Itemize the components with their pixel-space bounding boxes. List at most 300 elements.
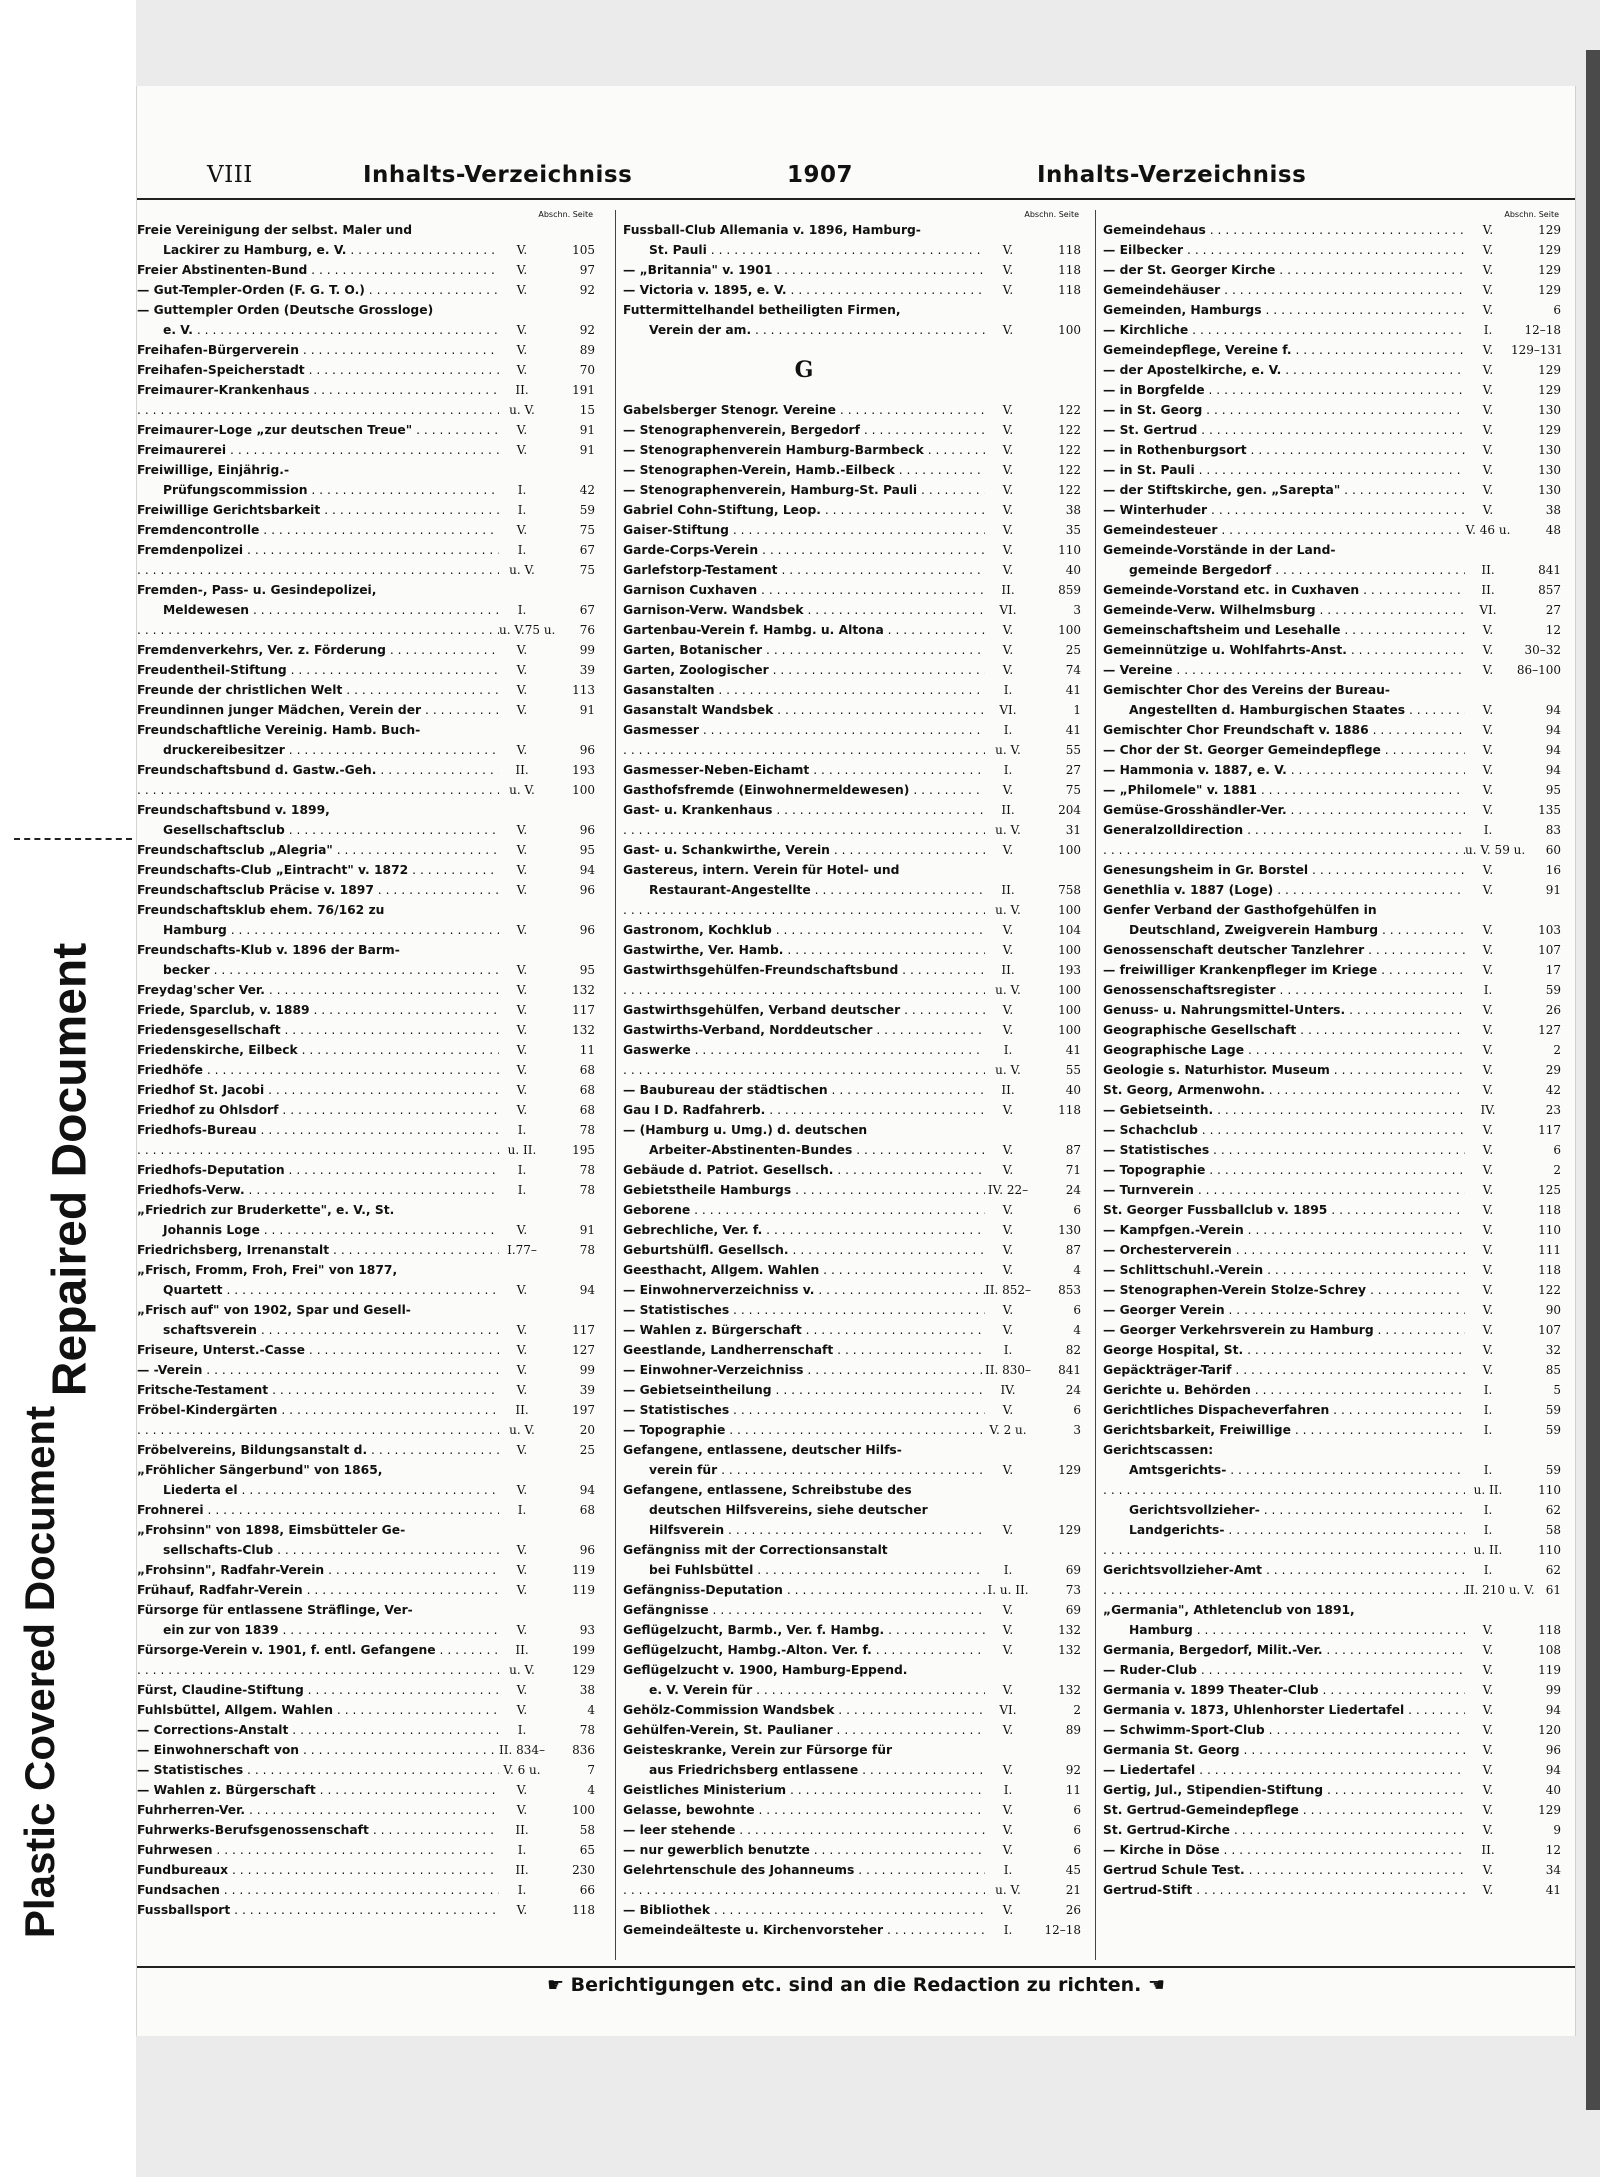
entry-section: I.: [517, 1183, 527, 1197]
entry-section: V.: [1482, 783, 1494, 797]
entry-page: [545, 1460, 597, 1480]
entry-page: 40: [1065, 563, 1081, 577]
index-entry: [1103, 1240, 1563, 1260]
entry-page: [1031, 1740, 1083, 1760]
entry-section: V.: [1482, 743, 1494, 757]
entry-page: 42: [579, 483, 595, 497]
entry-section: V.: [1482, 1263, 1494, 1277]
entry-section: V.: [1482, 483, 1494, 497]
index-entry: [623, 1300, 1083, 1320]
entry-name: Friedhofs-Bureau . . .: [137, 1120, 499, 1140]
entry-page: 117: [1538, 1123, 1561, 1137]
entry-name: Gefängnisse . . .: [623, 1600, 985, 1620]
entry-name: Freundschaftsbund v. 1899,: [137, 803, 330, 817]
entry-page: 857: [1538, 583, 1561, 597]
entry-section: II. 210 u. V.: [1465, 1583, 1535, 1597]
entry-name: Friede, Sparclub, v. 1889 . . .: [137, 1000, 499, 1020]
sticker-strip: [0, 0, 136, 2177]
entry-page: [1511, 1440, 1563, 1460]
entry-name: — freiwilliger Krankenpfleger im Kriege . . .: [1103, 960, 1465, 980]
entry-page: 95: [579, 963, 595, 977]
index-entry: [137, 900, 597, 920]
entry-name: Geflügelzucht, Hambg.-Alton. Ver. f. . . .: [623, 1640, 985, 1660]
left-title: Inhalts-Verzeichniss: [363, 162, 633, 188]
index-entry: [623, 860, 1083, 880]
entry-page: 6: [1073, 1843, 1081, 1857]
column-rule: [1095, 210, 1096, 1960]
entry-name: — in Rothenburgsort . . .: [1103, 440, 1465, 460]
index-entry: [623, 420, 1083, 440]
entry-section: V.: [1002, 923, 1014, 937]
entry-section: I.: [517, 483, 527, 497]
index-entry: [137, 660, 597, 680]
entry-section: V. 46 u.: [1465, 523, 1511, 537]
index-entry: [1103, 460, 1563, 480]
entry-name: Freundschafts-Club „Eintracht" v. 1872 . . .: [137, 860, 499, 880]
entry-section: I.: [1483, 983, 1493, 997]
entry-section: V.: [1002, 1163, 1014, 1177]
entry-section: V.: [516, 1003, 528, 1017]
entry-section: V.: [1482, 1803, 1494, 1817]
index-entry: [137, 240, 597, 260]
entry-page: 67: [579, 543, 595, 557]
entry-name: Landgerichts- . . .: [1103, 1520, 1465, 1540]
entry-name: Gast- u. Schankwirthe, Verein . . .: [623, 840, 985, 860]
entry-page: 11: [1065, 1783, 1081, 1797]
entry-section: u. V.: [995, 823, 1021, 837]
index-entry: [623, 1020, 1083, 1040]
index-entry: [1103, 240, 1563, 260]
entry-section: V.: [1002, 563, 1014, 577]
entry-section: I.: [1003, 1043, 1013, 1057]
entry-page: 197: [572, 1403, 595, 1417]
index-entry: [137, 680, 597, 700]
index-entry: [137, 1660, 597, 1680]
index-entry: [1103, 640, 1563, 660]
entry-page: 4: [1073, 1263, 1081, 1277]
entry-name: druckereibesitzer . . .: [137, 740, 499, 760]
entry-name: — Turnverein . . .: [1103, 1180, 1465, 1200]
entry-page: 83: [1545, 823, 1561, 837]
entry-page: [545, 1300, 597, 1320]
entry-section: I.: [1483, 1403, 1493, 1417]
entry-name: G: [794, 360, 814, 380]
entry-name: Gartenbau-Verein f. Hambg. u. Altona . . .: [623, 620, 985, 640]
entry-section: V.: [1482, 1703, 1494, 1717]
entry-name: Friedhofs-Deputation . . .: [137, 1160, 499, 1180]
entry-section: [1465, 540, 1511, 560]
index-entry: [137, 320, 597, 340]
entry-section: V.: [516, 983, 528, 997]
entry-section: [499, 1520, 545, 1540]
entry-section: [1465, 900, 1511, 920]
entry-name: bei Fuhlsbüttel . . .: [623, 1560, 985, 1580]
entry-name: Hamburg . . .: [1103, 1620, 1465, 1640]
entry-name: George Hospital, St. . . .: [1103, 1340, 1465, 1360]
entry-page: 75: [579, 563, 595, 577]
index-entry: [137, 1260, 597, 1280]
index-entry: [623, 1060, 1083, 1080]
entry-page: 40: [1065, 1083, 1081, 1097]
entry-section: I.: [517, 1883, 527, 1897]
entry-section: V.: [1482, 763, 1494, 777]
entry-section: VI.: [999, 703, 1017, 717]
entry-section: V.: [516, 263, 528, 277]
entry-name: Garnison-Verw. Wandsbek . . .: [623, 600, 985, 620]
entry-page: 27: [1065, 763, 1081, 777]
entry-section: V.: [1002, 263, 1014, 277]
index-entry: [1103, 1260, 1563, 1280]
index-entry: [137, 1640, 597, 1660]
index-entry: [1103, 1820, 1563, 1840]
entry-name: — Stenographen-Verein Stolze-Schrey . . .: [1103, 1280, 1465, 1300]
entry-page: 120: [1538, 1723, 1561, 1737]
entry-name: Gefängniss-Deputation . . .: [623, 1580, 985, 1600]
index-entry: [137, 1900, 597, 1920]
entry-section: V.: [1482, 1303, 1494, 1317]
index-entry: [137, 1100, 597, 1120]
entry-section: V.: [1482, 1163, 1494, 1177]
entry-name: Gesellschaftsclub . . .: [137, 820, 499, 840]
entry-name: — Statistisches . . .: [137, 1760, 499, 1780]
index-entry: [137, 1480, 597, 1500]
entry-section: V.: [1002, 423, 1014, 437]
index-entry: [137, 400, 597, 420]
entry-section: V.: [1002, 1723, 1014, 1737]
entry-page: 113: [572, 683, 595, 697]
index-entry: [137, 720, 597, 740]
entry-section: V.: [516, 363, 528, 377]
index-entry: [137, 580, 597, 600]
entry-page: 132: [1058, 1683, 1081, 1697]
entry-section: II. 830–: [985, 1363, 1032, 1377]
index-entry: [137, 1560, 597, 1580]
entry-name: Gerichtsvollzieher-Amt . . .: [1103, 1560, 1465, 1580]
entry-list: [1103, 220, 1563, 1900]
entry-name: Fuhrwerks-Berufsgenossenschaft . . .: [137, 1820, 499, 1840]
index-entry: [623, 1160, 1083, 1180]
index-entry: [1103, 780, 1563, 800]
entry-page: 38: [1545, 503, 1561, 517]
entry-name: Gasmesser . . .: [623, 720, 985, 740]
entry-page: 122: [1058, 463, 1081, 477]
entry-section: V.: [1002, 1603, 1014, 1617]
entry-name: Freunde der christlichen Welt . . .: [137, 680, 499, 700]
entry-section: V.: [516, 1803, 528, 1817]
entry-page: 66: [579, 1883, 595, 1897]
entry-name: Gasanstalt Wandsbek . . .: [623, 700, 985, 720]
index-entry: [623, 1440, 1083, 1460]
entry-section: [499, 800, 545, 820]
entry-page: 20: [579, 1423, 595, 1437]
entry-name: — Einwohnerschaft von . . .: [137, 1740, 499, 1760]
entry-page: [1031, 1500, 1083, 1520]
entry-name: — in St. Georg . . .: [1103, 400, 1465, 420]
entry-page: 91: [579, 423, 595, 437]
entry-page: 68: [579, 1083, 595, 1097]
entry-name: — Kirche in Döse . . .: [1103, 1840, 1465, 1860]
index-entry: [1103, 1000, 1563, 1020]
entry-section: I.: [1483, 823, 1493, 837]
entry-section: V.: [1482, 463, 1494, 477]
entry-page: [545, 460, 597, 480]
entry-page: 65: [579, 1843, 595, 1857]
entry-section: V.: [1482, 1143, 1494, 1157]
index-entry: [623, 460, 1083, 480]
entry-page: 91: [1545, 883, 1561, 897]
entry-name: — Gebietseinth. . . .: [1103, 1100, 1465, 1120]
entry-section: I.: [1483, 1463, 1493, 1477]
index-entry: [1103, 400, 1563, 420]
entry-page: 110: [1538, 1483, 1561, 1497]
index-entry: [137, 600, 597, 620]
entry-name: Fürst, Claudine-Stiftung . . .: [137, 1680, 499, 1700]
entry-page: 91: [579, 1223, 595, 1237]
entry-section: V.: [516, 703, 528, 717]
entry-page: 92: [579, 323, 595, 337]
index-entry: [1103, 1040, 1563, 1060]
index-entry: [1103, 1860, 1563, 1880]
index-entry: [137, 860, 597, 880]
entry-section: I.: [1483, 1563, 1493, 1577]
entry-page: 119: [572, 1583, 595, 1597]
entry-page: 110: [1058, 543, 1081, 557]
entry-name: Freiwillige, Einjährig.-: [137, 463, 290, 477]
entry-name: Angestellten d. Hamburgischen Staates . . .: [1103, 700, 1465, 720]
entry-name: — Kampfgen.-Verein . . .: [1103, 1220, 1465, 1240]
entry-page: 129: [1058, 1523, 1081, 1537]
entry-section: u. V.: [995, 743, 1021, 757]
entry-name: [623, 980, 985, 1000]
entry-page: 78: [579, 1163, 595, 1177]
index-entry: [137, 1700, 597, 1720]
entry-section: [985, 1660, 1031, 1680]
index-entry: [1103, 600, 1563, 620]
entry-page: 118: [1538, 1203, 1561, 1217]
entry-section: [499, 300, 545, 320]
entry-name: — Stenographen-Verein, Hamb.-Eilbeck . . .: [623, 460, 985, 480]
entry-page: 69: [1065, 1603, 1081, 1617]
index-entry: [623, 720, 1083, 740]
entry-section: [985, 860, 1031, 880]
entry-section: V.: [1002, 1683, 1014, 1697]
entry-name: — Gebietseintheilung . . .: [623, 1380, 985, 1400]
entry-section: V.: [516, 1783, 528, 1797]
entry-section: V.: [1002, 1643, 1014, 1657]
entry-section: V.: [516, 283, 528, 297]
index-entry: [137, 1420, 597, 1440]
index-entry: [137, 1020, 597, 1040]
entry-name: Futtermittelhandel betheiligten Firmen,: [623, 303, 901, 317]
index-entry: [1103, 680, 1563, 700]
entry-name: — der St. Georger Kirche . . .: [1103, 260, 1465, 280]
entry-section: V.: [1482, 643, 1494, 657]
entry-name: Gerichtsvollzieher- . . .: [1103, 1500, 1465, 1520]
entry-page: 78: [579, 1123, 595, 1137]
entry-name: sellschafts-Club . . .: [137, 1540, 499, 1560]
entry-section: V.: [1482, 1083, 1494, 1097]
entry-section: [985, 1120, 1031, 1140]
index-entry: [623, 1860, 1083, 1880]
entry-page: 111: [1538, 1243, 1561, 1257]
entry-page: [1031, 860, 1083, 880]
entry-section: II.: [515, 1863, 529, 1877]
entry-name: Germania v. 1873, Uhlenhorster Liedertafel . . .: [1103, 1700, 1465, 1720]
entry-section: V.: [516, 743, 528, 757]
entry-section: V.: [1002, 323, 1014, 337]
entry-name: Genesungsheim in Gr. Borstel . . .: [1103, 860, 1465, 880]
entry-name: Gasmesser-Neben-Eichamt . . .: [623, 760, 985, 780]
entry-section: V.: [1482, 1223, 1494, 1237]
entry-section: V.: [516, 523, 528, 537]
entry-section: V.: [516, 1023, 528, 1037]
entry-name: Gemischter Chor des Vereins der Bureau-: [1103, 683, 1391, 697]
entry-name: Gemeinde-Verw. Wilhelmsburg . . .: [1103, 600, 1465, 620]
index-entry: [137, 1720, 597, 1740]
entry-page: 110: [1538, 1543, 1561, 1557]
entry-page: 129: [1538, 383, 1561, 397]
entry-page: 41: [1065, 723, 1081, 737]
entry-name: — Topographie . . .: [623, 1420, 985, 1440]
entry-section: V.: [1002, 1003, 1014, 1017]
entry-page: 92: [1065, 1763, 1081, 1777]
index-column-left: [137, 210, 597, 1920]
entry-page: 130: [1058, 1223, 1081, 1237]
entry-name: Freudentheil-Stiftung . . .: [137, 660, 499, 680]
entry-page: 118: [1058, 243, 1081, 257]
entry-name: Geburtshülfl. Gesellsch. . . .: [623, 1240, 985, 1260]
entry-page: [545, 800, 597, 820]
entry-name: — Schwimm-Sport-Club . . .: [1103, 1720, 1465, 1740]
entry-name: Freundschaftsklub ehem. 76/162 zu: [137, 903, 385, 917]
index-entry: [1103, 800, 1563, 820]
entry-section: [985, 340, 1031, 360]
entry-page: [545, 940, 597, 960]
entry-page: 130: [1538, 463, 1561, 477]
index-entry: [623, 680, 1083, 700]
index-entry: [137, 1780, 597, 1800]
entry-section: V.: [1482, 363, 1494, 377]
entry-section: V.: [1002, 943, 1014, 957]
entry-page: 68: [579, 1063, 595, 1077]
entry-name: Fundsachen . . .: [137, 1880, 499, 1900]
entry-name: „Frohsinn", Radfahr-Verein . . .: [137, 1560, 499, 1580]
entry-page: 24: [1065, 1183, 1081, 1197]
index-entry: [137, 260, 597, 280]
entry-page: 76: [579, 623, 595, 637]
index-entry: [623, 1580, 1083, 1600]
entry-section: V.: [1002, 643, 1014, 657]
entry-name: [623, 340, 985, 360]
entry-page: 130: [1538, 403, 1561, 417]
index-entry: [623, 1220, 1083, 1240]
entry-page: 122: [1058, 443, 1081, 457]
entry-name: [137, 620, 499, 640]
index-entry: [623, 600, 1083, 620]
entry-section: [499, 720, 545, 740]
entry-section: V.: [516, 1903, 528, 1917]
index-entry: [623, 1080, 1083, 1100]
entry-section: V.: [1002, 1323, 1014, 1337]
entry-name: e. V. . . .: [137, 320, 499, 340]
index-entry: [137, 420, 597, 440]
entry-page: 100: [1058, 983, 1081, 997]
scrollbar[interactable]: [1586, 50, 1600, 2110]
entry-name: Arbeiter-Abstinenten-Bundes . . .: [623, 1140, 985, 1160]
index-entry: [1103, 1880, 1563, 1900]
entry-section: V.: [1002, 843, 1014, 857]
entry-name: Geistliches Ministerium . . .: [623, 1780, 985, 1800]
index-entry: [1103, 1660, 1563, 1680]
entry-page: [545, 580, 597, 600]
index-entry: [1103, 480, 1563, 500]
entry-page: 122: [1538, 1283, 1561, 1297]
index-entry: [623, 220, 1083, 240]
entry-page: 59: [1545, 983, 1561, 997]
index-entry: [623, 1200, 1083, 1220]
entry-page: 100: [1058, 903, 1081, 917]
entry-page: 118: [1058, 1103, 1081, 1117]
entry-name: — Schachclub . . .: [1103, 1120, 1465, 1140]
entry-name: Meldewesen . . .: [137, 600, 499, 620]
entry-name: Prüfungscommission . . .: [137, 480, 499, 500]
entry-page: [1511, 680, 1563, 700]
entry-section: V.: [1482, 1283, 1494, 1297]
entry-section: V.: [1482, 1183, 1494, 1197]
index-entry: [137, 1160, 597, 1180]
entry-name: Fürsorge-Verein v. 1901, f. entl. Gefangene . . .: [137, 1640, 499, 1660]
index-entry: [623, 1540, 1083, 1560]
entry-section: V.: [516, 1103, 528, 1117]
index-entry: [623, 1380, 1083, 1400]
entry-name: Gehülfen-Verein, St. Paulianer . . .: [623, 1720, 985, 1740]
entry-name: verein für . . .: [623, 1460, 985, 1480]
entry-section: V.: [1002, 1763, 1014, 1777]
index-entry: [623, 380, 1083, 400]
entry-name: Fremdencontrolle . . .: [137, 520, 499, 540]
entry-page: 6: [1073, 1823, 1081, 1837]
column-header: Abschn. Seite: [538, 210, 593, 219]
entry-section: I.: [1483, 1523, 1493, 1537]
entry-name: Freundschaftliche Vereinig. Hamb. Buch-: [137, 723, 421, 737]
index-entry: [1103, 380, 1563, 400]
entry-page: 96: [579, 923, 595, 937]
index-entry: [1103, 1080, 1563, 1100]
entry-page: 118: [1538, 1623, 1561, 1637]
entry-section: [499, 460, 545, 480]
index-entry: [1103, 1420, 1563, 1440]
index-entry: [1103, 1140, 1563, 1160]
entry-name: Friedhöfe . . .: [137, 1060, 499, 1080]
index-entry: [1103, 440, 1563, 460]
entry-name: — (Hamburg u. Umg.) d. deutschen: [623, 1123, 868, 1137]
entry-name: Deutschland, Zweigverein Hamburg . . .: [1103, 920, 1465, 940]
entry-name: Genossenschaftsregister . . .: [1103, 980, 1465, 1000]
entry-page: 60: [1545, 843, 1561, 857]
entry-section: [499, 580, 545, 600]
entry-name: Gerichte u. Behörden . . .: [1103, 1380, 1465, 1400]
index-entry: [137, 820, 597, 840]
entry-section: I.: [517, 603, 527, 617]
entry-page: 26: [1065, 1903, 1081, 1917]
entry-section: V.: [1002, 403, 1014, 417]
page-header: [137, 158, 1575, 200]
entry-name: Gelehrtenschule des Johanneums . . .: [623, 1860, 985, 1880]
entry-section: V.: [1002, 1203, 1014, 1217]
entry-name: Fundbureaux . . .: [137, 1860, 499, 1880]
entry-page: 38: [1065, 503, 1081, 517]
index-entry: [1103, 960, 1563, 980]
